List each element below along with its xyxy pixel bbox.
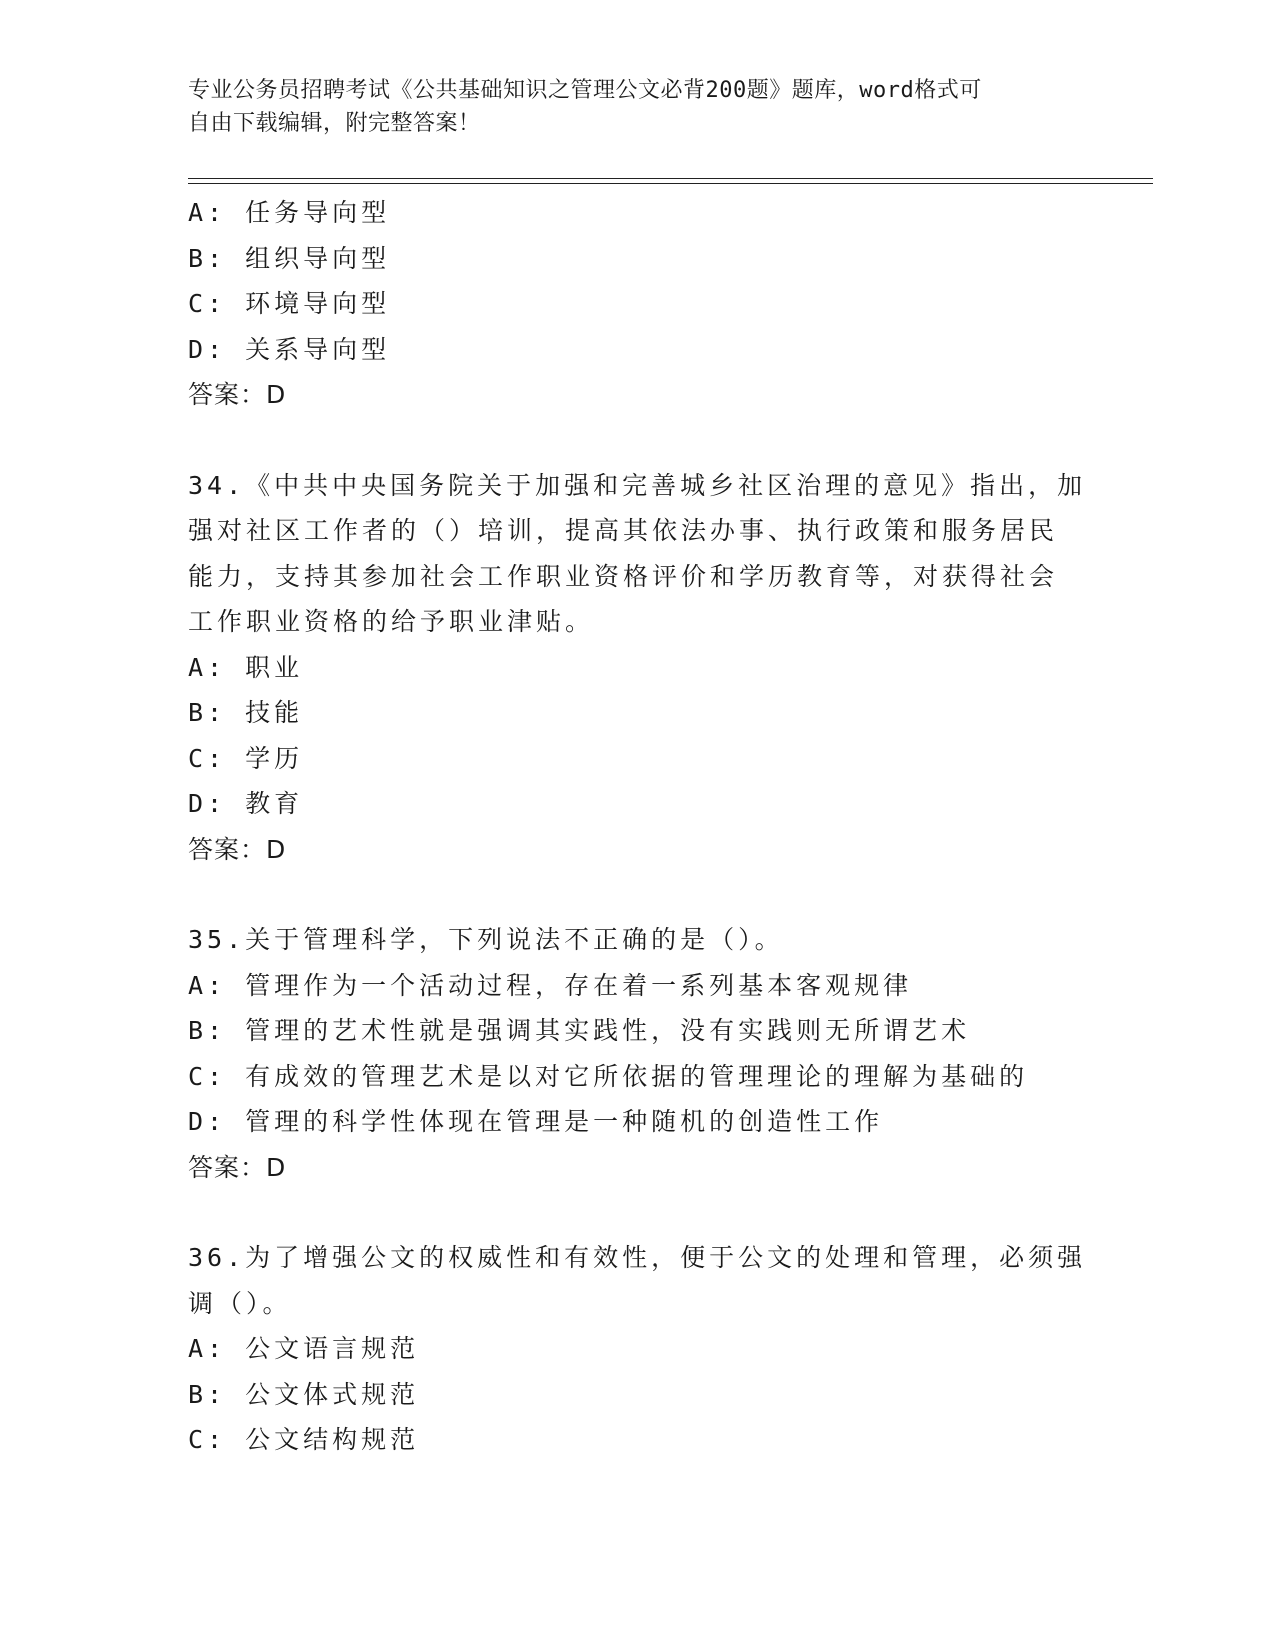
option-b: B: 技能 (188, 698, 304, 727)
question-33 (188, 190, 1088, 418)
option-b: B: 管理的艺术性就是强调其实践性，没有实践则无所谓艺术 (188, 1016, 971, 1045)
option-c: C: 有成效的管理艺术是以对它所依据的管理理论的理解为基础的 (188, 1061, 1029, 1091)
header-divider-top (188, 178, 1153, 179)
question-text-line: 34.《中共中央国务院关于加强和完善城乡社区治理的意见》指出，加 (188, 470, 1087, 500)
option-a: A: 公文语言规范 (188, 1334, 420, 1363)
question-text-line: 36.为了增强公文的权威性和有效性，便于公文的处理和管理，必须强 (188, 1243, 1087, 1272)
question-36 (188, 1235, 1088, 1463)
option-a: A: 任务导向型 (188, 198, 391, 227)
option-a: A: 管理作为一个活动过程，存在着一系列基本客观规律 (188, 970, 913, 1000)
option-b: B: 公文体式规范 (188, 1379, 420, 1409)
question-text-line: 能力，支持其参加社会工作职业资格评价和学历教育等，对获得社会 (188, 561, 1059, 591)
header-line-2: 自由下载编辑，附完整答案！ (188, 111, 481, 136)
option-b: B: 组织导向型 (188, 243, 391, 273)
header-divider-bottom (188, 183, 1153, 184)
question-text-line: 35.关于管理科学，下列说法不正确的是（）。 (188, 925, 784, 954)
question-34 (188, 463, 1088, 873)
option-d: D: 管理的科学性体现在管理是一种随机的创造性工作 (188, 1107, 884, 1136)
header-line-1: 专业公务员招聘考试《公共基础知识之管理公文必背200题》题库，word格式可 (188, 78, 982, 103)
document-header (188, 74, 1088, 140)
option-d: D: 关系导向型 (188, 334, 391, 364)
question-text-line: 调（）。 (188, 1288, 292, 1318)
option-c: C: 环境导向型 (188, 289, 391, 318)
question-list (188, 190, 1088, 1463)
question-35 (188, 917, 1088, 1190)
question-text-line: 工作职业资格的给予职业津贴。 (188, 607, 595, 636)
question-text-line: 强对社区工作者的（）培训，提高其依法办事、执行政策和服务居民 (188, 516, 1059, 545)
option-c: C: 公文结构规范 (188, 1425, 420, 1454)
answer-line: 答案：D (188, 1152, 287, 1182)
answer-line: 答案：D (188, 380, 287, 409)
option-c: C: 学历 (188, 743, 304, 773)
option-a: A: 职业 (188, 652, 304, 682)
answer-line: 答案：D (188, 834, 287, 864)
option-d: D: 教育 (188, 789, 304, 818)
